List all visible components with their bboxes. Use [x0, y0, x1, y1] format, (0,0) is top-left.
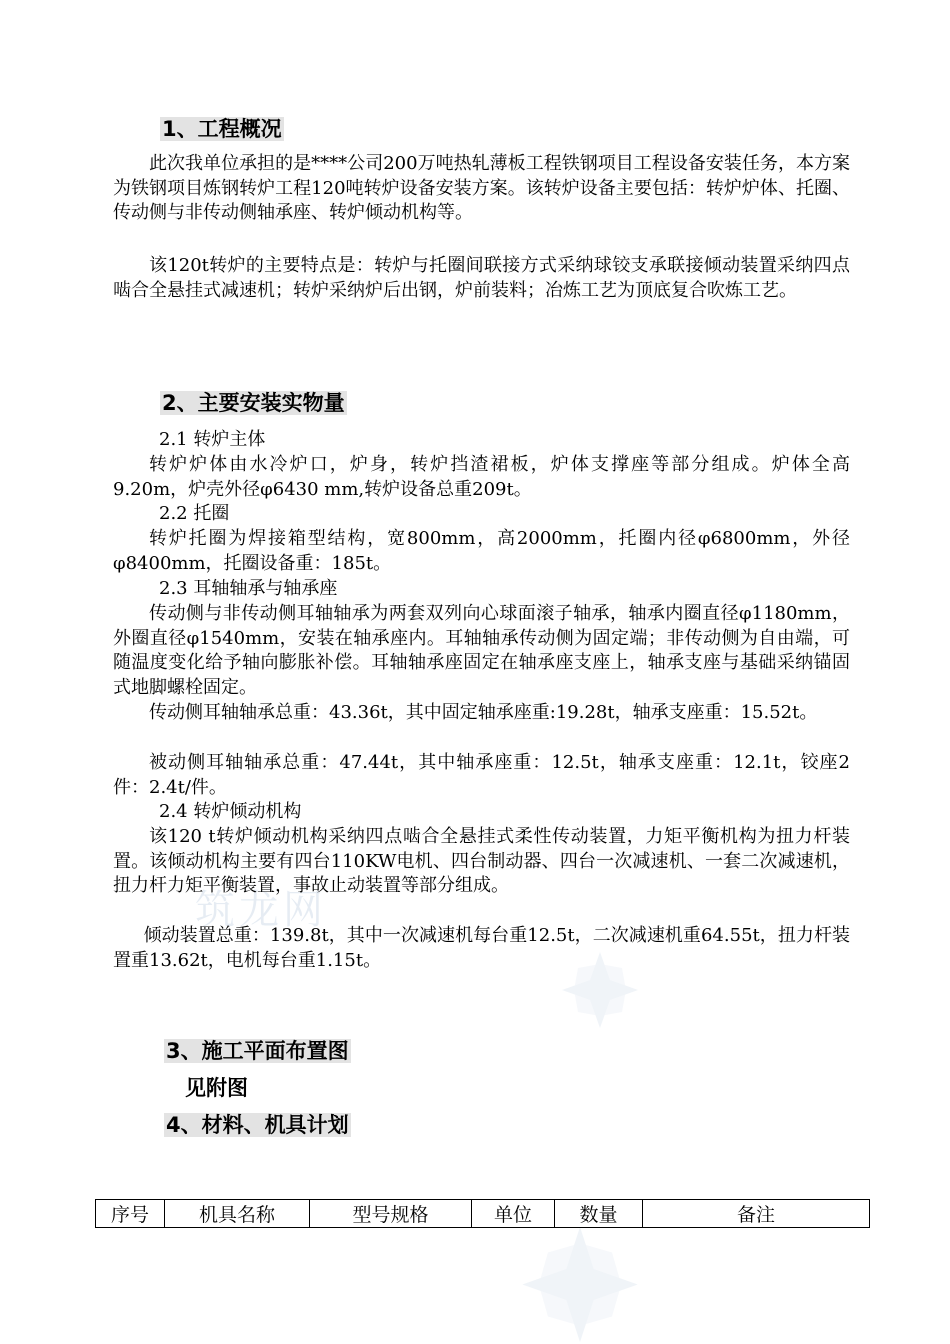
watermark-snowflake-logo-icon-2: [515, 1225, 645, 1344]
section-2-4-paragraph-2: 倾动装置总重：139.8t，其中一次减速机每台重12.5t，二次减速机重64.55t，扭力杆装置重13.62t，电机每台重1.15t。: [113, 925, 850, 971]
section-1-paragraph-1: 此次我单位承担的是****公司200万吨热轧薄板工程铁钢项目工程设备安装任务，本方案为铁钢项目炼钢转炉工程120吨转炉设备安装方案。该转炉设备主要包括：转炉炉体、托圈、传动侧与非传动侧轴承座、转炉倾动机构等。: [113, 153, 850, 224]
col-header-quantity: 数量: [555, 1200, 643, 1228]
col-header-unit: 单位: [472, 1200, 555, 1228]
section-2-2-paragraph: 转炉托圈为焊接箱型结构，宽800mm，高2000mm，托圈内径φ6800mm，外径φ8400mm，托圈设备重：185t。: [113, 528, 850, 574]
section-2-3-paragraph-3: 被动侧耳轴轴承总重：47.44t，其中轴承座重：12.5t，轴承支座重：12.1t，铰座2件：2.4t/件。: [113, 752, 850, 798]
subsection-2-3-title: 2.3 耳轴轴承与轴承座: [159, 578, 338, 599]
section-2-4-paragraph-1: 该120 t转炉倾动机构采纳四点啮合全悬挂式柔性传动装置，力矩平衡机构为扭力杆装置。该倾动机构主要有四台110KW电机、四台制动器、四台一次减速机、一套二次减速机，扭力杆力矩平衡装置，事故止动装置等部分组成。: [113, 826, 850, 897]
watermark-text: 筑龙网: [195, 887, 327, 933]
col-header-index: 序号: [96, 1200, 165, 1228]
col-header-remarks: 备注: [643, 1200, 870, 1228]
see-attachment-note: 见附图: [185, 1076, 248, 1100]
table-header-row: [96, 1200, 870, 1228]
section-4-heading: [164, 1110, 351, 1140]
section-3-title: 3、施工平面布置图: [166, 1039, 349, 1063]
section-4-title: 4、材料、机具计划: [166, 1113, 349, 1137]
section-2-heading: [160, 388, 347, 418]
section-1-paragraph-2: 该120t转炉的主要特点是：转炉与托圈间联接方式采纳球铰支承联接倾动装置采纳四点啮合全悬挂式减速机；转炉采纳炉后出钢，炉前装料；冶炼工艺为顶底复合吹炼工艺。: [113, 255, 850, 301]
section-2-3-paragraph-2: 传动侧耳轴轴承总重：43.36t，其中固定轴承座重:19.28t，轴承支座重：15.52t。: [149, 702, 818, 723]
section-3-heading: [164, 1036, 351, 1066]
col-header-name: 机具名称: [165, 1200, 310, 1228]
section-1-heading: [160, 114, 284, 144]
subsection-2-2-title: 2.2 托圈: [159, 503, 230, 524]
subsection-2-1-title: 2.1 转炉主体: [159, 429, 266, 450]
col-header-spec: 型号规格: [310, 1200, 472, 1228]
subsection-2-4-title: 2.4 转炉倾动机构: [159, 801, 302, 822]
section-2-1-paragraph: 转炉炉体由水冷炉口，炉身，转炉挡渣裙板，炉体支撑座等部分组成。炉体全高9.20m，炉壳外径φ6430 mm,转炉设备总重209t。: [113, 454, 850, 500]
section-1-title: 1、工程概况: [162, 117, 282, 141]
section-2-3-paragraph-1: 传动侧与非传动侧耳轴轴承为两套双列向心球面滚子轴承，轴承内圈直径φ1180mm，外圈直径φ1540mm，安装在轴承座内。耳轴轴承传动侧为固定端；非传动侧为自由端，可随温度变化给予轴向膨胀补偿。耳轴轴承座固定在轴承座支座上，轴承支座与基础采纳锚固式地脚螺栓固定。: [113, 603, 850, 698]
equipment-table: [95, 1199, 870, 1228]
section-2-title: 2、主要安装实物量: [162, 391, 345, 415]
